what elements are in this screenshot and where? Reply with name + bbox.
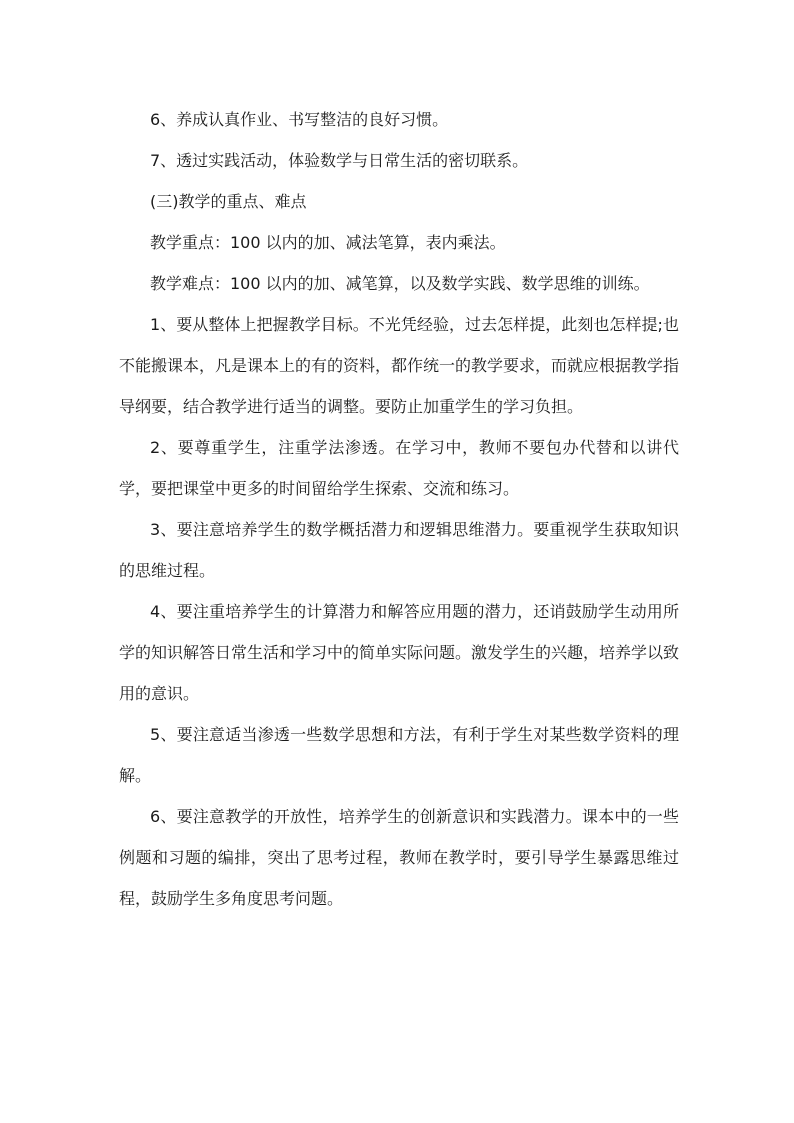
paragraph-item-5: 5、要注意适当渗透一些数学思想和方法，有利于学生对某些数学资料的理解。 <box>119 725 679 785</box>
paragraph-practice: 7、透过实践活动，体验数学与日常生活的密切联系。 <box>150 151 529 170</box>
paragraph-teaching-focus: 教学重点：100 以内的加、减法笔算，表内乘法。 <box>150 233 506 252</box>
paragraph-item-3: 3、要注意培养学生的数学概括潜力和逻辑思维潜力。要重视学生获取知识的思维过程。 <box>119 520 679 580</box>
section-heading-key-points: (三)教学的重点、难点 <box>150 192 307 211</box>
paragraph-item-1: 1、要从整体上把握教学目标。不光凭经验，过去怎样提，此刻也怎样提;也不能搬课本，凡是课本上的有的资料，都作统一的教学要求，而就应根据教学指导纲要，结合教学进行适当的调整。要防止加重学生的学习负担。 <box>119 315 680 416</box>
paragraph-item-2: 2、要尊重学生，注重学法渗透。在学习中，教师不要包办代替和以讲代学，要把课堂中更多的时间留给学生探索、交流和练习。 <box>119 438 679 498</box>
paragraph-item-6: 6、要注意教学的开放性，培养学生的创新意识和实践潜力。课本中的一些例题和习题的编排，突出了思考过程，教师在教学时，要引导学生暴露思维过程，鼓励学生多角度思考问题。 <box>119 807 679 908</box>
paragraph-teaching-difficulty: 教学难点：100 以内的加、减笔算，以及数学实践、数学思维的训练。 <box>150 274 650 293</box>
paragraph-habit: 6、养成认真作业、书写整洁的良好习惯。 <box>150 110 449 129</box>
document-body <box>119 99 679 919</box>
paragraph-item-4: 4、要注重培养学生的计算潜力和解答应用题的潜力，还诮鼓励学生动用所学的知识解答日常生活和学习中的简单实际问题。激发学生的兴趣，培养学以致用的意识。 <box>119 602 680 703</box>
